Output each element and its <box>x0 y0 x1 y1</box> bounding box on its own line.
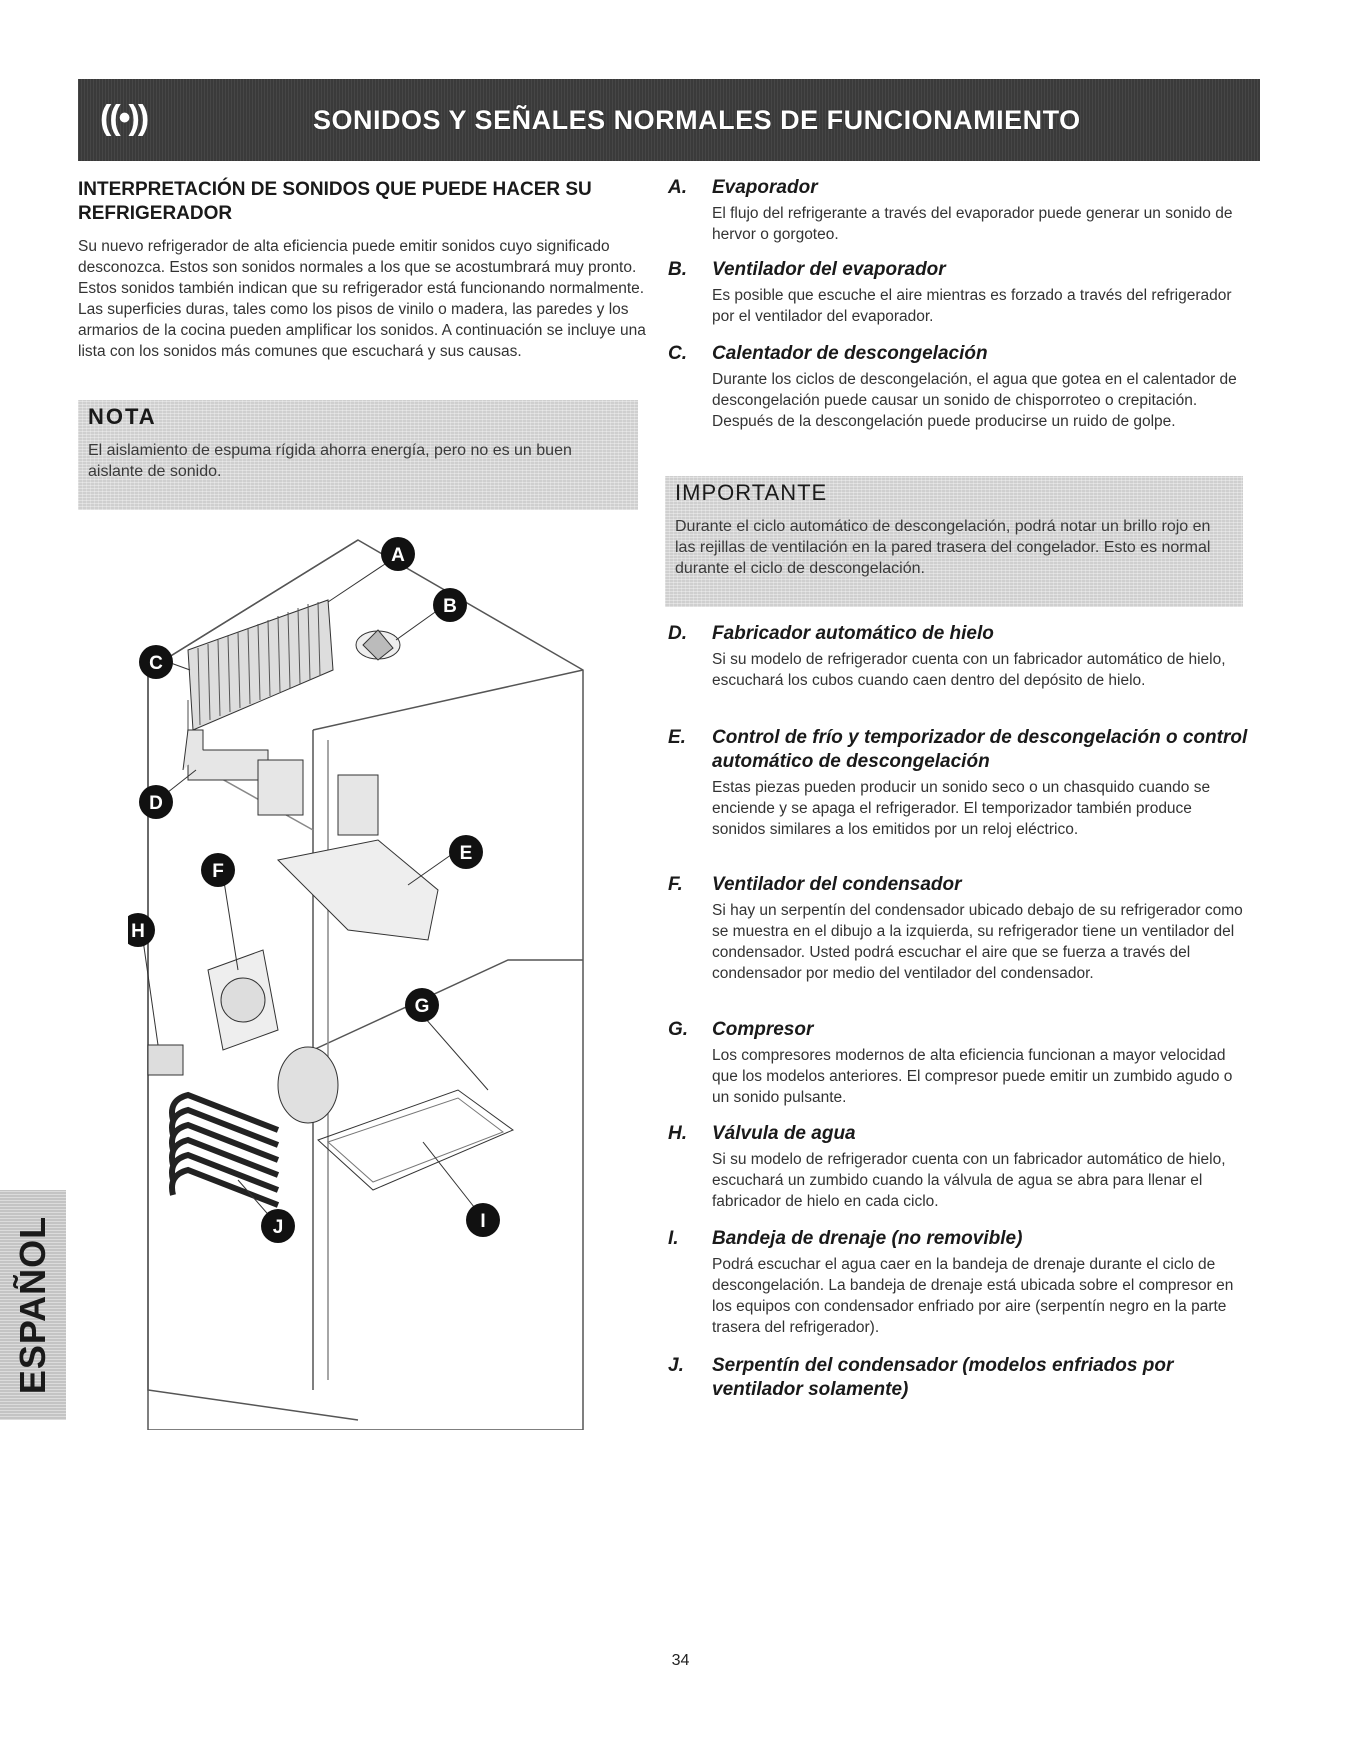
item-title: Válvula de agua <box>712 1123 856 1144</box>
marker-f <box>201 853 235 887</box>
item-title: Bandeja de drenaje (no removible) <box>712 1228 1023 1249</box>
item-j <box>668 1354 1248 1402</box>
item-title: Fabricador automático de hielo <box>712 623 994 644</box>
marker-d <box>139 785 173 819</box>
important-box <box>665 476 1243 607</box>
item-a <box>668 176 1248 245</box>
item-title: Compresor <box>712 1019 814 1040</box>
item-letter: D. <box>668 623 687 644</box>
item-b <box>668 258 1248 327</box>
marker-j-label: J <box>272 1217 284 1238</box>
item-letter: B. <box>668 259 687 280</box>
important-title: IMPORTANTE <box>675 480 828 505</box>
item-text: Si su modelo de refrigerador cuenta con un fabricador automático de hielo, escuchará un zumbido cuando la válvula de agua se abra para llenar el fabricador de hielo en cada ciclo. <box>712 1151 1226 1210</box>
item-c <box>668 342 1248 432</box>
item-i <box>668 1227 1248 1338</box>
intro-heading: INTERPRETACIÓN DE SONIDOS QUE PUEDE HACER SU REFRIGERADOR <box>78 179 592 224</box>
marker-a-label: A <box>391 545 405 566</box>
item-h <box>668 1122 1248 1212</box>
item-text: Si hay un serpentín del condensador ubicado debajo de su refrigerador como se muestra en el dibujo a la izquierda, su refrigerador tiene un ventilador del condensador. Usted podrá escuchar el aire que se fuerza a través del condensador por medio del ventilador del condensador. <box>712 902 1243 982</box>
banner-title: SONIDOS Y SEÑALES NORMALES DE FUNCIONAMIENTO <box>313 105 1081 135</box>
marker-e <box>449 835 483 869</box>
item-text: Podrá escuchar el agua caer en la bandeja de drenaje durante el ciclo de descongelación. La bandeja de drenaje está ubicada sobre el compresor en los equipos con condensador enfriado por aire (serpentín negro en la parte trasera del refrigerador). <box>712 1256 1234 1336</box>
item-letter: G. <box>668 1019 689 1040</box>
marker-h-label: H <box>131 921 145 942</box>
marker-g-label: G <box>414 996 430 1017</box>
item-title: Ventilador del evaporador <box>712 259 946 280</box>
item-text: El flujo del refrigerante a través del evaporador puede generar un sonido de hervor o gorgoteo. <box>712 205 1233 243</box>
item-title: Control de frío y temporizador de descongelación o control automático de descongelación <box>712 727 1248 772</box>
note-box <box>78 400 638 510</box>
item-letter: A. <box>668 177 687 198</box>
item-f <box>668 873 1248 984</box>
item-g <box>668 1018 1248 1108</box>
marker-f-label: F <box>212 861 224 882</box>
note-title: NOTA <box>88 404 157 429</box>
item-text: Los compresores modernos de alta eficiencia funcionan a mayor velocidad que los modelos anteriores. El compresor puede emitir un zumbido agudo o un sonido pulsante. <box>712 1047 1233 1106</box>
marker-a <box>381 537 415 571</box>
language-tab-label: ESPAÑOL <box>12 1215 53 1395</box>
item-d <box>668 622 1248 691</box>
marker-j <box>261 1209 295 1243</box>
item-letter: H. <box>668 1123 687 1144</box>
marker-d-label: D <box>149 793 163 814</box>
item-text: Si su modelo de refrigerador cuenta con un fabricador automático de hielo, escuchará los cubos cuando caen dentro del depósito de hielo. <box>712 651 1226 689</box>
marker-i <box>466 1203 500 1237</box>
item-title: Serpentín del condensador (modelos enfriados por ventilador solamente) <box>712 1355 1174 1400</box>
marker-h <box>128 913 155 947</box>
item-letter: C. <box>668 343 687 364</box>
item-text: Es posible que escuche el aire mientras es forzado a través del refrigerador por el ventilador del evaporador. <box>712 287 1232 325</box>
intro-text: Su nuevo refrigerador de alta eficiencia puede emitir sonidos cuyo significado desconozca. Estos son sonidos normales a los que se acostumbrará muy pronto. Estos sonidos también indican que su refrigerador está funcionando normalmente. Las superficies duras, tales como los pisos de vinilo o madera, las paredes y los armarios de la cocina pueden amplificar los sonidos. A continuación se incluye una lista con los sonidos más comunes que escuchará y sus causas. <box>78 238 646 360</box>
item-title: Ventilador del condensador <box>712 874 962 895</box>
marker-b-label: B <box>443 596 457 617</box>
item-letter: I. <box>668 1228 679 1249</box>
marker-c <box>139 645 173 679</box>
marker-b <box>433 588 467 622</box>
item-e <box>668 726 1248 840</box>
item-text: Durante los ciclos de descongelación, el agua que gotea en el calentador de descongelación puede causar un sonido de chisporroteo o crepitación. Después de la descongelación puede producirse un ruido de golpe. <box>712 371 1237 430</box>
marker-i-label: I <box>480 1211 486 1232</box>
item-title: Calentador de descongelación <box>712 343 988 364</box>
marker-e-label: E <box>459 843 473 864</box>
item-letter: F. <box>668 874 683 895</box>
intro-section <box>78 178 650 362</box>
item-letter: J. <box>668 1355 684 1376</box>
refrigerator-diagram <box>128 530 598 1430</box>
language-tab <box>0 1190 66 1420</box>
item-title: Evaporador <box>712 177 818 198</box>
section-banner <box>78 79 1260 161</box>
sound-signal-icon: ((•)) <box>100 99 148 137</box>
marker-c-label: C <box>149 653 163 674</box>
note-text: El aislamiento de espuma rígida ahorra energía, pero no es un buen aislante de sonido. <box>88 442 572 480</box>
important-text: Durante el ciclo automático de descongelación, podrá notar un brillo rojo en las rejillas de ventilación en la pared trasera del congelador. Esto es normal durante el ciclo de descongelación. <box>675 518 1211 577</box>
page-number: 34 <box>671 1652 690 1669</box>
marker-g <box>405 988 439 1022</box>
item-text: Estas piezas pueden producir un sonido seco o un chasquido cuando se enciende y se apaga el refrigerador. El temporizador también produce sonidos similares a los emitidos por un reloj eléctrico. <box>712 779 1211 838</box>
item-letter: E. <box>668 727 686 748</box>
